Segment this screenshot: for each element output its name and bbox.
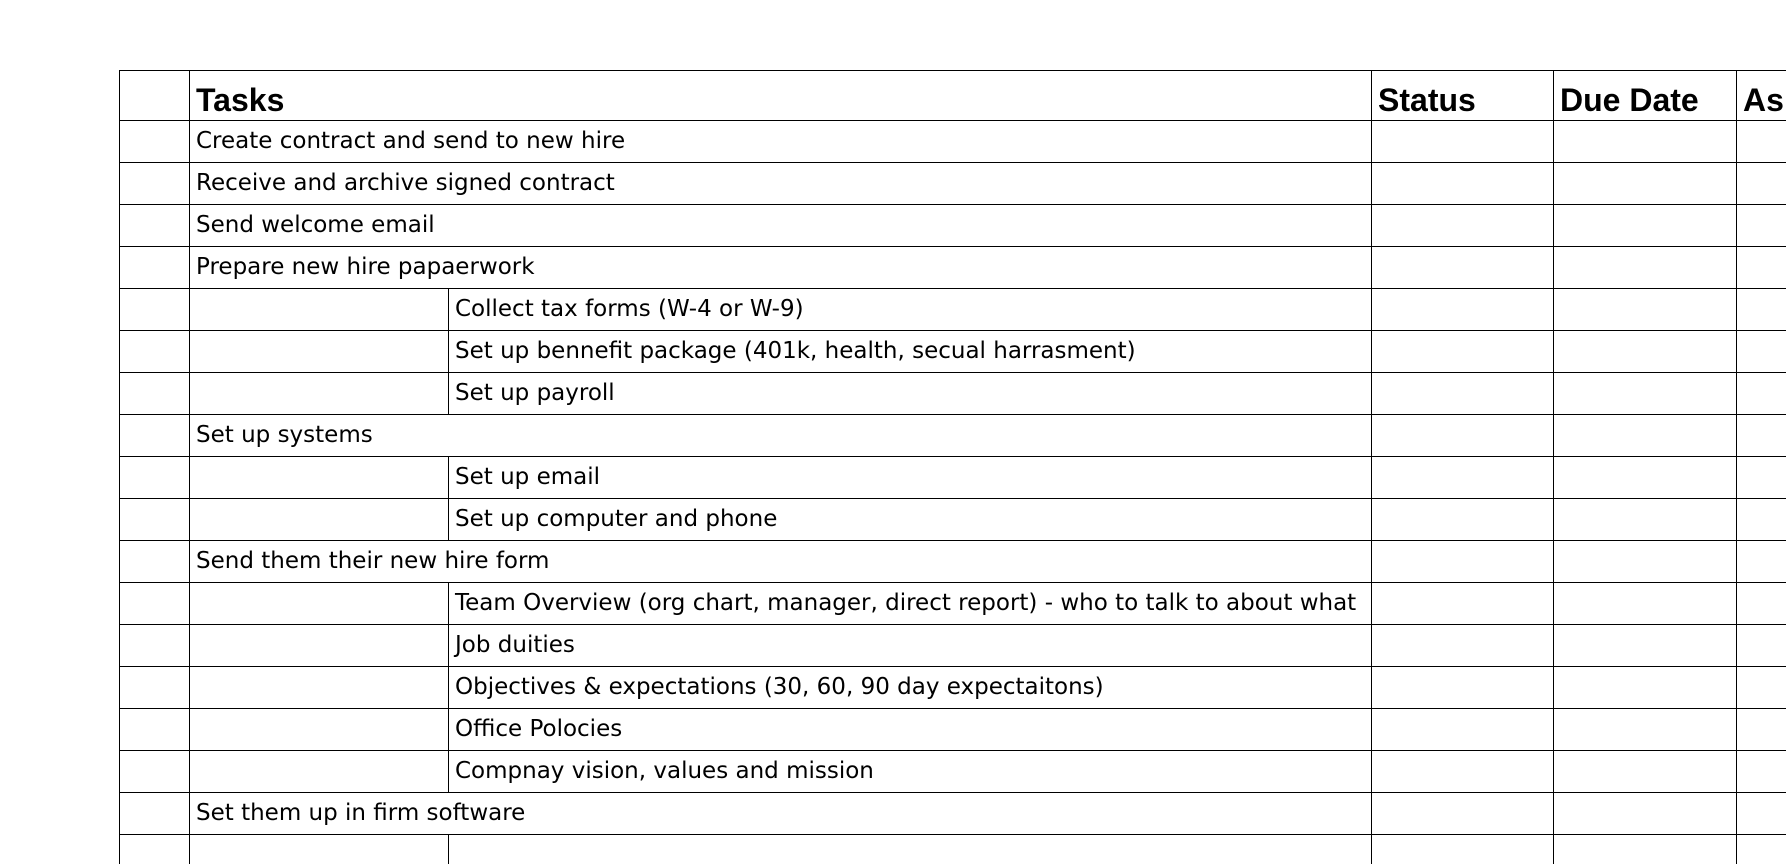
task-row (120, 541, 1786, 583)
due-date-header[interactable]: Due Date (1554, 71, 1737, 121)
indent-cell[interactable] (190, 289, 449, 331)
indent-cell[interactable] (190, 499, 449, 541)
row-marker-cell[interactable] (120, 289, 190, 331)
row-marker-cell[interactable] (120, 499, 190, 541)
indent-cell[interactable] (190, 457, 449, 499)
subtask-cell[interactable]: Objectives & expectations (30, 60, 90 day expectaitons) (449, 667, 1372, 709)
subtask-cell[interactable] (449, 835, 1372, 864)
row-marker-cell[interactable] (120, 331, 190, 373)
status-header[interactable]: Status (1372, 71, 1554, 121)
status-cell[interactable] (1372, 373, 1554, 415)
row-marker-cell[interactable] (120, 373, 190, 415)
assigned-cell[interactable] (1737, 415, 1786, 457)
assigned-cell[interactable] (1737, 751, 1786, 793)
due-date-cell[interactable] (1554, 373, 1737, 415)
task-cell[interactable]: Receive and archive signed contract (190, 163, 1372, 205)
subtask-cell[interactable]: Set up bennefit package (401k, health, secual harrasment) (449, 331, 1372, 373)
indent-cell[interactable] (190, 583, 449, 625)
assigned-cell[interactable] (1737, 289, 1786, 331)
task-row (120, 247, 1786, 289)
row-marker-cell[interactable] (120, 793, 190, 835)
due-date-cell[interactable] (1554, 331, 1737, 373)
status-cell[interactable] (1372, 709, 1554, 751)
status-cell[interactable] (1372, 541, 1554, 583)
subtask-row (120, 289, 1786, 331)
subtask-row (120, 709, 1786, 751)
task-cell[interactable]: Create contract and send to new hire (190, 121, 1372, 163)
status-cell[interactable] (1372, 835, 1554, 864)
subtask-cell[interactable]: Set up payroll (449, 373, 1372, 415)
row-marker-cell[interactable] (120, 205, 190, 247)
status-cell[interactable] (1372, 331, 1554, 373)
subtask-row (120, 751, 1786, 793)
row-marker-cell[interactable] (120, 415, 190, 457)
status-cell[interactable] (1372, 583, 1554, 625)
row-marker-cell[interactable] (120, 457, 190, 499)
subtask-cell[interactable]: Team Overview (org chart, manager, direct report) - who to talk to about what (449, 583, 1372, 625)
due-date-cell[interactable] (1554, 625, 1737, 667)
status-cell[interactable] (1372, 205, 1554, 247)
status-cell[interactable] (1372, 289, 1554, 331)
assigned-header[interactable]: As (1737, 71, 1786, 121)
due-date-cell[interactable] (1554, 289, 1737, 331)
due-date-cell[interactable] (1554, 667, 1737, 709)
task-checklist-table (119, 70, 1786, 864)
indent-cell[interactable] (190, 373, 449, 415)
due-date-cell[interactable] (1554, 457, 1737, 499)
task-cell[interactable]: Send them their new hire form (190, 541, 1372, 583)
subtask-cell[interactable]: Office Polocies (449, 709, 1372, 751)
status-cell[interactable] (1372, 667, 1554, 709)
status-cell[interactable] (1372, 625, 1554, 667)
status-cell[interactable] (1372, 751, 1554, 793)
subtask-row (120, 583, 1786, 625)
due-date-cell[interactable] (1554, 793, 1737, 835)
task-row (120, 163, 1786, 205)
status-cell[interactable] (1372, 163, 1554, 205)
status-cell[interactable] (1372, 415, 1554, 457)
due-date-cell[interactable] (1554, 835, 1737, 864)
subtask-row (120, 667, 1786, 709)
due-date-cell[interactable] (1554, 499, 1737, 541)
assigned-cell[interactable] (1737, 163, 1786, 205)
due-date-cell[interactable] (1554, 583, 1737, 625)
assigned-cell[interactable] (1737, 247, 1786, 289)
assigned-cell[interactable] (1737, 331, 1786, 373)
due-date-cell[interactable] (1554, 541, 1737, 583)
indent-cell[interactable] (190, 751, 449, 793)
row-marker-cell[interactable] (120, 583, 190, 625)
due-date-cell[interactable] (1554, 163, 1737, 205)
due-date-cell[interactable] (1554, 121, 1737, 163)
assigned-cell[interactable] (1737, 625, 1786, 667)
assigned-cell[interactable] (1737, 793, 1786, 835)
subtask-row (120, 499, 1786, 541)
row-marker-cell[interactable] (120, 751, 190, 793)
row-marker-cell[interactable] (120, 625, 190, 667)
due-date-cell[interactable] (1554, 205, 1737, 247)
row-marker-cell[interactable] (120, 71, 190, 121)
due-date-cell[interactable] (1554, 247, 1737, 289)
task-cell[interactable]: Set up systems (190, 415, 1372, 457)
subtask-row (120, 331, 1786, 373)
task-row (120, 415, 1786, 457)
task-row (120, 205, 1786, 247)
status-cell[interactable] (1372, 121, 1554, 163)
row-marker-cell[interactable] (120, 835, 190, 864)
assigned-cell[interactable] (1737, 667, 1786, 709)
indent-cell[interactable] (190, 667, 449, 709)
assigned-cell[interactable] (1737, 541, 1786, 583)
subtask-row (120, 835, 1786, 864)
status-cell[interactable] (1372, 247, 1554, 289)
indent-cell[interactable] (190, 625, 449, 667)
indent-cell[interactable] (190, 331, 449, 373)
row-marker-cell[interactable] (120, 163, 190, 205)
assigned-cell[interactable] (1737, 835, 1786, 864)
status-cell[interactable] (1372, 499, 1554, 541)
assigned-cell[interactable] (1737, 205, 1786, 247)
subtask-row (120, 373, 1786, 415)
status-cell[interactable] (1372, 793, 1554, 835)
tasks-header[interactable]: Tasks (190, 71, 1372, 121)
assigned-cell[interactable] (1737, 499, 1786, 541)
row-marker-cell[interactable] (120, 541, 190, 583)
row-marker-cell[interactable] (120, 121, 190, 163)
subtask-row (120, 625, 1786, 667)
assigned-cell[interactable] (1737, 583, 1786, 625)
spreadsheet-view (119, 70, 1786, 864)
subtask-cell[interactable]: Compnay vision, values and mission (449, 751, 1372, 793)
task-row (120, 121, 1786, 163)
subtask-row (120, 457, 1786, 499)
row-marker-cell[interactable] (120, 667, 190, 709)
header-row (120, 71, 1786, 121)
due-date-cell[interactable] (1554, 709, 1737, 751)
task-cell[interactable]: Set them up in firm software (190, 793, 1372, 835)
assigned-cell[interactable] (1737, 373, 1786, 415)
subtask-cell[interactable]: Set up email (449, 457, 1372, 499)
due-date-cell[interactable] (1554, 751, 1737, 793)
row-marker-cell[interactable] (120, 247, 190, 289)
task-cell[interactable]: Prepare new hire papaerwork (190, 247, 1372, 289)
assigned-cell[interactable] (1737, 709, 1786, 751)
task-cell[interactable]: Send welcome email (190, 205, 1372, 247)
indent-cell[interactable] (190, 835, 449, 864)
indent-cell[interactable] (190, 709, 449, 751)
task-row (120, 793, 1786, 835)
row-marker-cell[interactable] (120, 709, 190, 751)
assigned-cell[interactable] (1737, 121, 1786, 163)
subtask-cell[interactable]: Set up computer and phone (449, 499, 1372, 541)
subtask-cell[interactable]: Collect tax forms (W-4 or W-9) (449, 289, 1372, 331)
due-date-cell[interactable] (1554, 415, 1737, 457)
subtask-cell[interactable]: Job duities (449, 625, 1372, 667)
status-cell[interactable] (1372, 457, 1554, 499)
assigned-cell[interactable] (1737, 457, 1786, 499)
